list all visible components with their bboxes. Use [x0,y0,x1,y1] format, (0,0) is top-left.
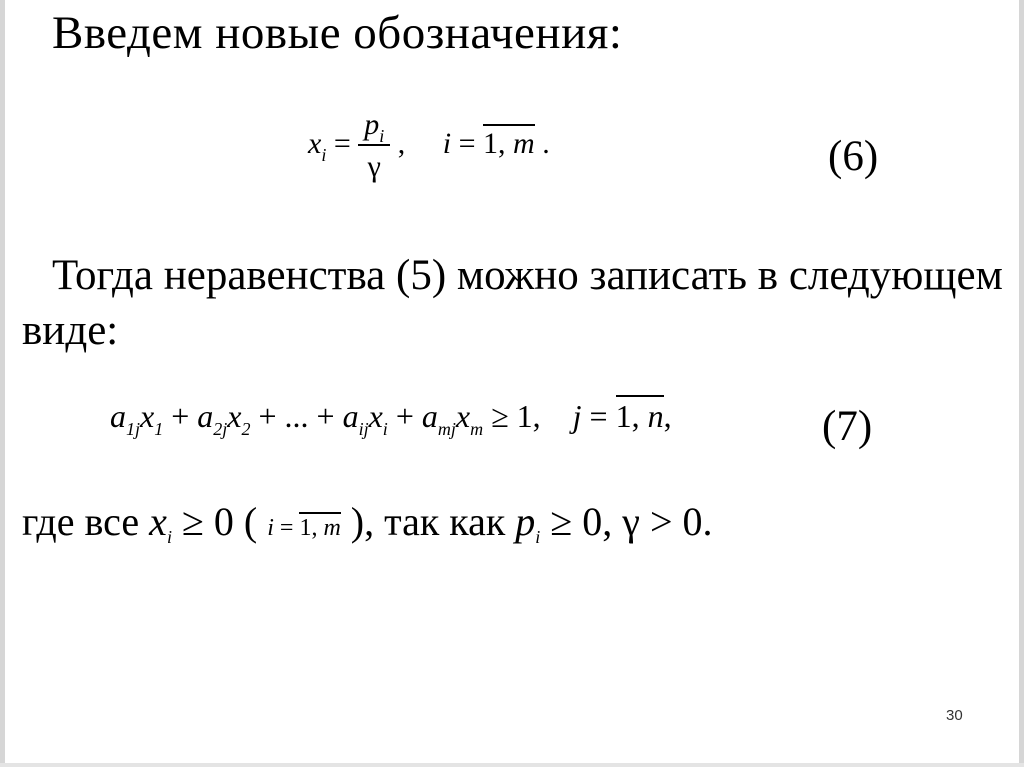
condition-middle: ), так как [350,499,506,544]
condition-suffix: ≥ 0, γ > 0. [550,499,713,544]
slide-heading: Введем новые обозначения: [52,7,623,59]
slide-bottom-edge [0,763,1024,767]
paragraph-line-2: виде: [22,307,119,354]
slide-left-edge [0,0,5,767]
slide-right-edge [1019,0,1024,767]
condition-line: где все $x_i \ge 0$ ( i = 1, m ), так как $p_i \ge 0$, γ > 0. [22,499,713,547]
page-number: 30 [946,707,963,724]
paragraph-line-1: Тогда неравенства (5) можно записать в следующем [52,252,1003,299]
fraction: $\frac{p_i}{\gamma}$ [358,108,390,184]
formula-7: $a_{1j}x_1 + a_{2j}x_2$ + ... + $a_{ij}x_i + a_{mj}x_m \ge 1$, j = 1, n, [110,398,672,435]
formula-6: $x_i$ = $\frac{p_i}{\gamma}$ , i = 1, m . [308,108,550,183]
equation-7-label: (7) [822,403,873,450]
condition-prefix: где все [22,499,140,544]
equation-6-label: (6) [828,133,879,180]
